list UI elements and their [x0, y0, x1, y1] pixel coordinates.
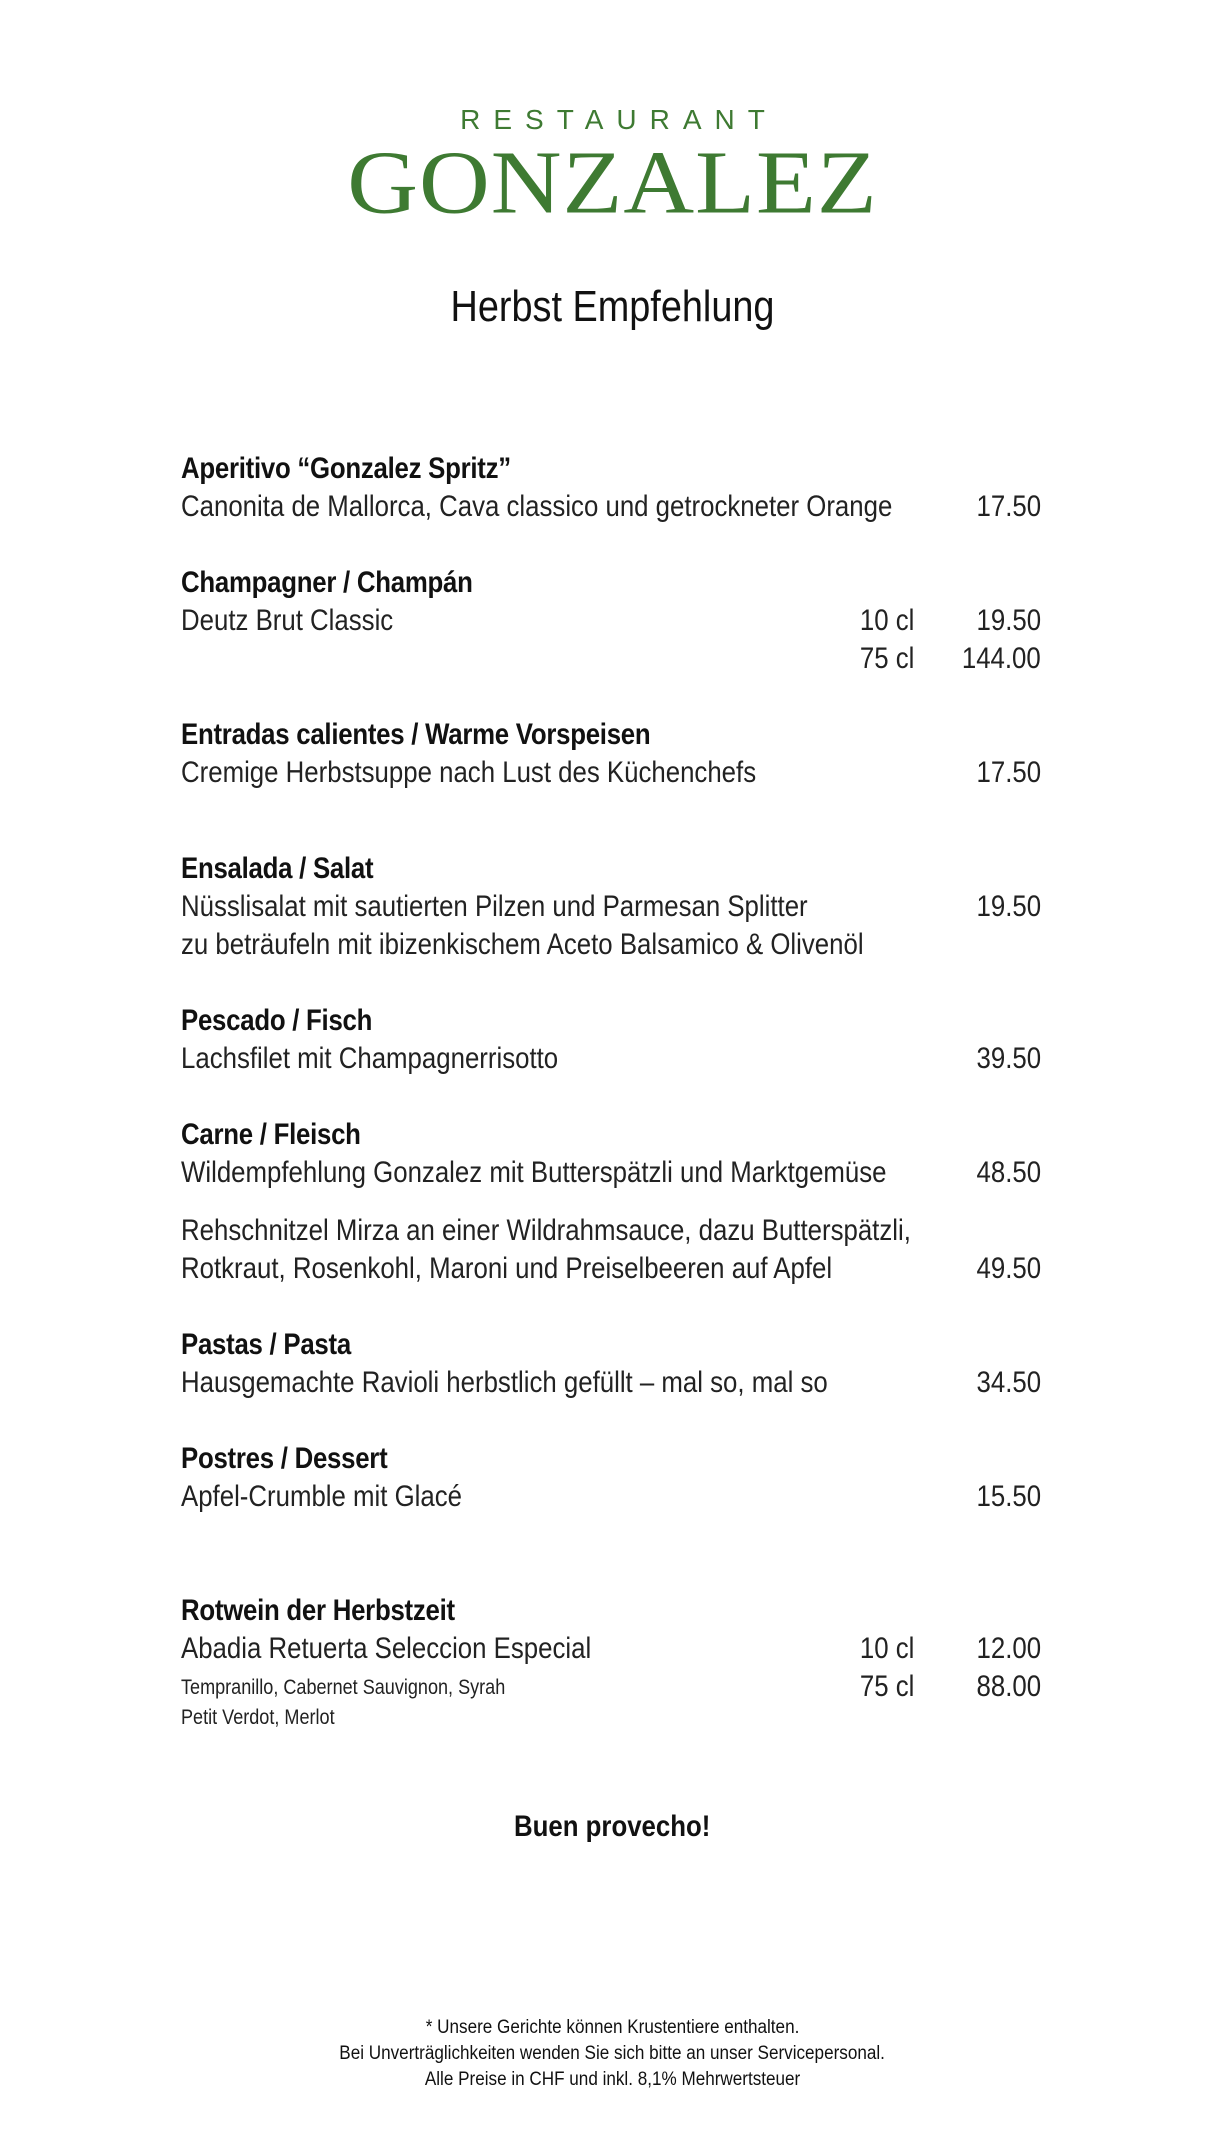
menu-item — [181, 604, 1041, 642]
item-name: Wildempfehlung Gonzalez mit Butterspätzli und Marktgemüse — [181, 1156, 887, 1189]
item-price: 17.50 — [976, 756, 1041, 789]
menu-item — [181, 1366, 1041, 1404]
item-price: 34.50 — [976, 1366, 1041, 1399]
item-volume: 75 cl — [859, 1670, 914, 1703]
closing-text: Buen provecho! — [514, 1810, 711, 1843]
menu-item-variant — [181, 642, 1041, 680]
menu-item — [181, 1156, 1041, 1194]
item-price: 15.50 — [976, 1480, 1041, 1513]
menu-item-variant — [181, 1670, 1041, 1708]
category-carne: Carne / Fleisch — [181, 1118, 361, 1151]
footer-note — [0, 2017, 1225, 2039]
footer-note — [0, 2043, 1225, 2065]
menu-item — [181, 1632, 1041, 1670]
logo-gonzalez-text: GONZALEZ — [347, 133, 878, 233]
item-name: Rehschnitzel Mirza an einer Wildrahmsauce, dazu Butterspätzli, — [181, 1214, 911, 1247]
category-aperitivo: Aperitivo “Gonzalez Spritz” — [181, 452, 511, 485]
category-heading — [181, 452, 1041, 490]
item-price: 19.50 — [976, 604, 1041, 637]
category-heading — [181, 852, 1041, 890]
item-price: 49.50 — [976, 1252, 1041, 1285]
category-heading — [181, 718, 1041, 756]
logo-restaurant-text: RESTAURANT — [460, 104, 778, 135]
menu-item-description — [181, 1706, 1041, 1744]
item-name: Abadia Retuerta Seleccion Especial — [181, 1632, 592, 1665]
item-name: Lachsfilet mit Champagnerrisotto — [181, 1042, 559, 1075]
footer-line-2: Bei Unverträglichkeiten wenden Sie sich bitte an unser Servicepersonal. — [339, 2043, 886, 2064]
item-grapes: Petit Verdot, Merlot — [181, 1706, 335, 1729]
category-heading — [181, 1004, 1041, 1042]
category-heading — [181, 1442, 1041, 1480]
menu-item — [181, 1480, 1041, 1518]
item-price: 144.00 — [962, 642, 1041, 675]
menu-item-description — [181, 1252, 1041, 1290]
item-volume: 75 cl — [859, 642, 914, 675]
menu-item — [181, 756, 1041, 794]
menu-item — [181, 1042, 1041, 1080]
item-name: Hausgemachte Ravioli herbstlich gefüllt – mal so, mal so — [181, 1366, 828, 1399]
menu-item-description — [181, 928, 1041, 966]
item-name: Nüsslisalat mit sautierten Pilzen und Parmesan Splitter — [181, 890, 808, 923]
item-name: Apfel-Crumble mit Glacé — [181, 1480, 463, 1513]
category-entradas: Entradas calientes / Warme Vorspeisen — [181, 718, 651, 751]
item-description: zu beträufeln mit ibizenkischem Aceto Balsamico & Olivenöl — [181, 928, 864, 961]
item-name: Deutz Brut Classic — [181, 604, 394, 637]
category-ensalada: Ensalada / Salat — [181, 852, 374, 885]
item-price: 48.50 — [976, 1156, 1041, 1189]
category-heading — [181, 1118, 1041, 1156]
item-description: Rotkraut, Rosenkohl, Maroni und Preiselbeeren auf Apfel — [181, 1252, 833, 1285]
item-name: Canonita de Mallorca, Cava classico und getrockneter Orange — [181, 490, 893, 523]
category-rotwein: Rotwein der Herbstzeit — [181, 1594, 455, 1627]
category-champagner: Champagner / Champán — [181, 566, 473, 599]
footer-line-1: * Unsere Gerichte können Krustentiere enthalten. — [425, 2017, 800, 2038]
item-price: 17.50 — [976, 490, 1041, 523]
category-postres: Postres / Dessert — [181, 1442, 388, 1475]
page-title: Herbst Empfehlung — [450, 282, 775, 331]
item-price: 19.50 — [976, 890, 1041, 923]
item-name: Cremige Herbstsuppe nach Lust des Küchenchefs — [181, 756, 757, 789]
item-price: 12.00 — [976, 1632, 1041, 1665]
menu-item — [181, 890, 1041, 928]
menu-item — [181, 490, 1041, 528]
footer-line-3: Alle Preise in CHF und inkl. 8,1% Mehrwertsteuer — [424, 2069, 801, 2090]
category-pescado: Pescado / Fisch — [181, 1004, 373, 1037]
closing-message — [0, 1810, 1225, 1844]
category-heading — [181, 1594, 1041, 1632]
category-heading — [181, 566, 1041, 604]
item-price: 39.50 — [976, 1042, 1041, 1075]
item-volume: 10 cl — [859, 1632, 914, 1665]
item-volume: 10 cl — [859, 604, 914, 637]
menu-item — [181, 1214, 1041, 1252]
item-grapes: Tempranillo, Cabernet Sauvignon, Syrah — [181, 1676, 506, 1699]
category-heading — [181, 1328, 1041, 1366]
category-pastas: Pastas / Pasta — [181, 1328, 351, 1361]
item-price: 88.00 — [976, 1670, 1041, 1703]
footer-note — [0, 2069, 1225, 2091]
